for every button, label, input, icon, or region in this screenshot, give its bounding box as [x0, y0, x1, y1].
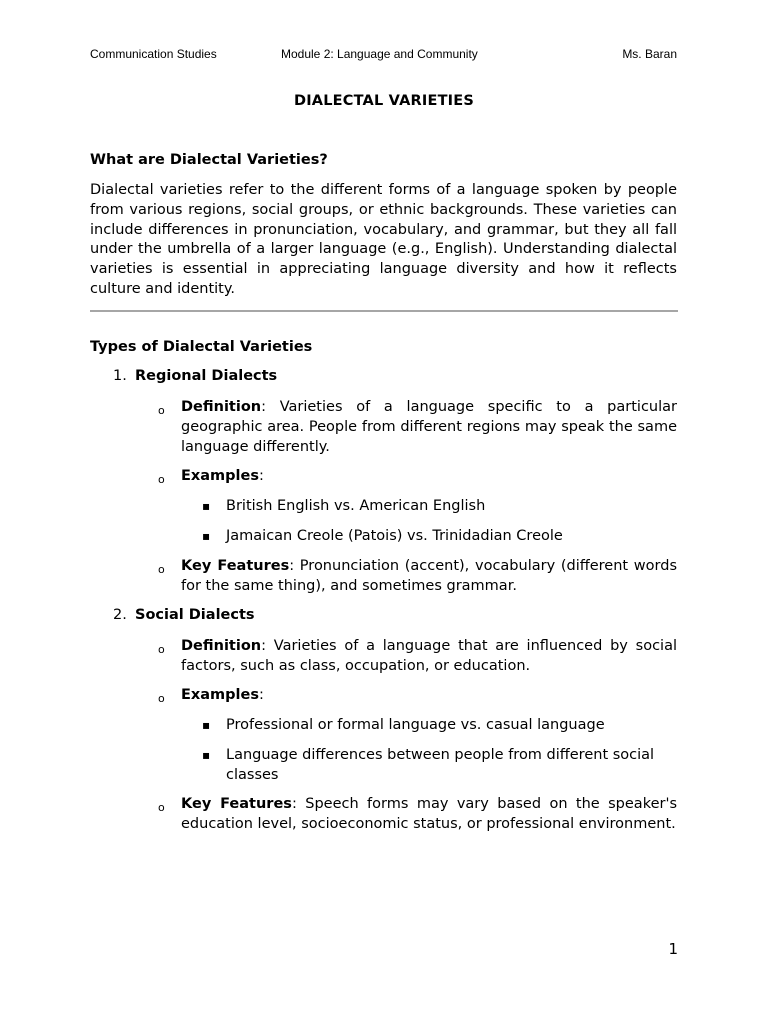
definition-label: Definition: [181, 399, 262, 415]
example-text: Professional or formal language vs. casual language: [226, 717, 605, 733]
list-item: [202, 746, 677, 786]
bullet-icon: o: [158, 404, 165, 417]
intro-heading: What are Dialectal Varieties?: [90, 152, 328, 168]
list-number: 2.: [113, 607, 127, 623]
example-text: British English vs. American English: [226, 498, 486, 514]
bullet-icon: o: [158, 643, 165, 656]
examples-colon: :: [258, 687, 264, 703]
features-text: : Speech forms may vary based on the speaker's education level, socioeconomic status, or professional environment.: [181, 796, 677, 832]
example-text: Language differences between people from different social classes: [226, 747, 655, 783]
social-features: [158, 795, 677, 835]
definition-text: : Varieties of a language that are influenced by social factors, such as class, occupation, or education.: [181, 638, 677, 674]
bullet-icon: o: [158, 473, 165, 486]
header-module: Module 2: Language and Community: [281, 47, 478, 61]
section-divider: [90, 310, 678, 312]
regional-examples: [158, 467, 677, 487]
list-item-regional: [113, 368, 277, 384]
features-label: Key Features: [181, 796, 292, 812]
example-text: Jamaican Creole (Patois) vs. Trinidadian Creole: [226, 528, 563, 544]
list-item-title: Regional Dialects: [135, 368, 278, 384]
social-examples: [158, 686, 677, 706]
square-bullet-icon: ▪: [202, 529, 211, 543]
document-title: DIALECTAL VARIETIES: [293, 93, 475, 109]
examples-label: Examples: [181, 687, 259, 703]
regional-definition: [158, 398, 677, 457]
features-label: Key Features: [181, 558, 290, 574]
list-item-social: [113, 607, 255, 623]
definition-label: Definition: [181, 638, 262, 654]
list-item: [202, 716, 677, 736]
header-teacher: Ms. Baran: [622, 47, 677, 61]
types-heading: Types of Dialectal Varieties: [90, 339, 313, 355]
examples-label: Examples: [181, 468, 259, 484]
square-bullet-icon: ▪: [202, 499, 211, 513]
intro-paragraph: Dialectal varieties refer to the different forms of a language spoken by people from various regions, social groups, or ethnic backgrounds. These varieties can include differences in pronunciation, vocabulary, and grammar, but they all fall under the umbrella of a larger language (e.g., English). Understanding dialectal varieties is essential in appreciating language diversity and how it reflects culture and identity.: [90, 182, 677, 297]
regional-features: [158, 557, 677, 597]
list-item: [202, 497, 677, 517]
features-text: : Pronunciation (accent), vocabulary (different words for the same thing), and sometimes grammar.: [181, 558, 677, 594]
header-course: Communication Studies: [90, 47, 217, 61]
list-number: 1.: [113, 368, 127, 384]
list-item: [202, 527, 677, 547]
list-item-title: Social Dialects: [135, 607, 255, 623]
bullet-icon: o: [158, 801, 165, 814]
definition-text: : Varieties of a language specific to a particular geographic area. People from different regions may speak the same language differently.: [181, 399, 677, 455]
square-bullet-icon: ▪: [202, 748, 211, 762]
bullet-icon: o: [158, 692, 165, 705]
square-bullet-icon: ▪: [202, 718, 211, 732]
social-definition: [158, 637, 677, 677]
bullet-icon: o: [158, 563, 165, 576]
examples-colon: :: [258, 468, 264, 484]
page-number: 1: [668, 940, 678, 958]
